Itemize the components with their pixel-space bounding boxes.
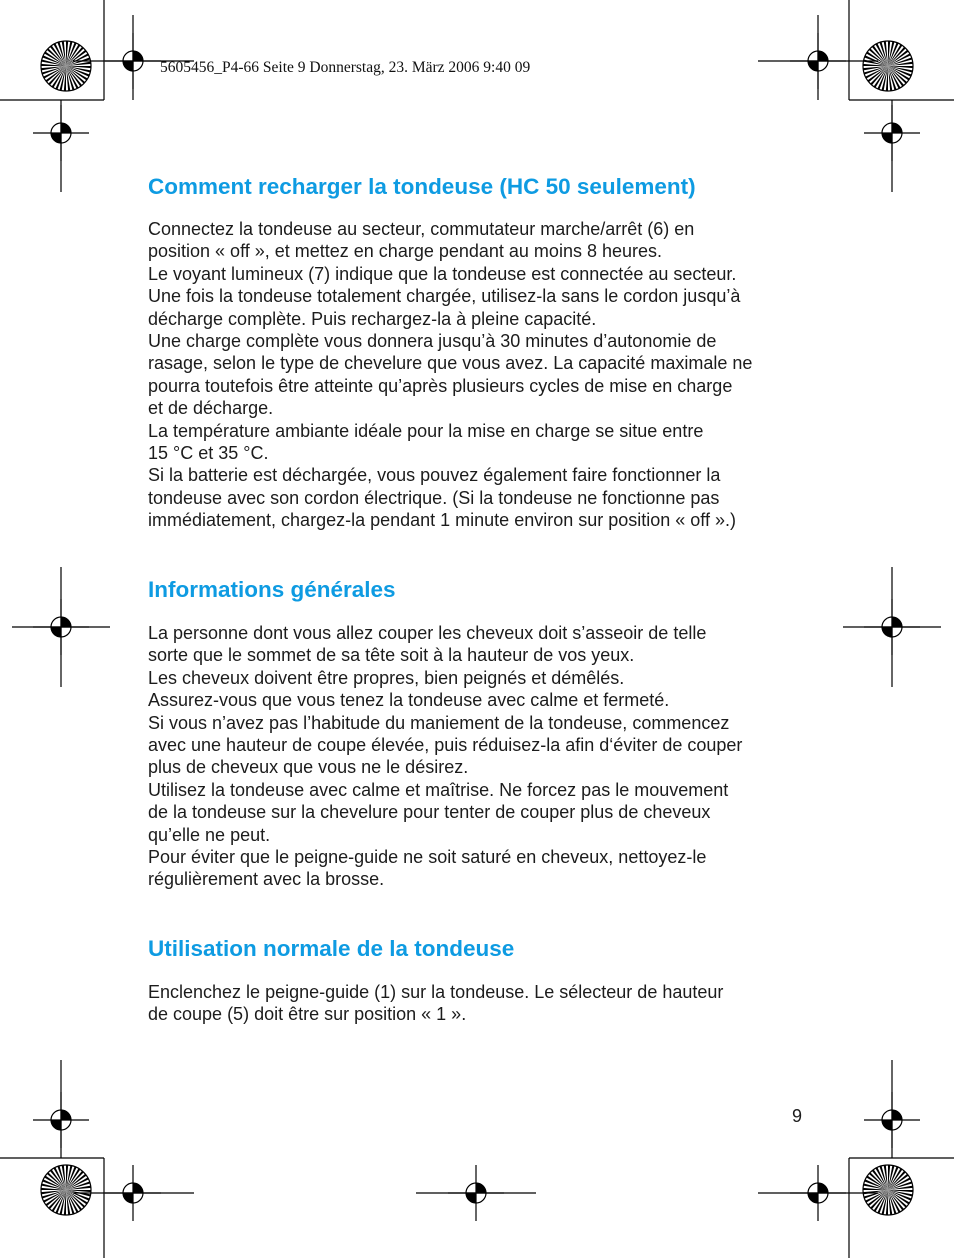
section-heading-normal-use: Utilisation normale de la tondeuse bbox=[148, 936, 515, 961]
text-line: Le voyant lumineux (7) indique que la tondeuse est connectée au secteur. bbox=[148, 263, 737, 284]
section-heading-charging: Comment recharger la tondeuse (HC 50 seulement) bbox=[148, 174, 696, 199]
text-line: Les cheveux doivent être propres, bien peignés et démêlés. bbox=[148, 667, 625, 688]
text-line: sorte que le sommet de sa tête soit à la hauteur de vos yeux. bbox=[148, 645, 635, 666]
section-text-normal-use bbox=[148, 981, 828, 1026]
starburst-target-icon bbox=[863, 41, 913, 91]
text-line: de la tondeuse sur la chevelure pour tenter de couper plus de cheveux bbox=[148, 802, 711, 823]
print-slug: 5605456_P4-66 Seite 9 Donnerstag, 23. März 2006 9:40 09 bbox=[160, 59, 531, 76]
text-line: qu’elle ne peut. bbox=[148, 824, 271, 845]
text-line: immédiatement, chargez-la pendant 1 minute environ sur position « off ».) bbox=[148, 510, 736, 531]
section-heading-general-info: Informations générales bbox=[148, 577, 396, 602]
text-line: rasage, selon le type de chevelure que vous avez. La capacité maximale ne bbox=[148, 353, 753, 374]
text-line: décharge complète. Puis rechargez-la à pleine capacité. bbox=[148, 308, 597, 329]
text-line: régulièrement avec la brosse. bbox=[148, 869, 385, 890]
text-line: Utilisez la tondeuse avec calme et maîtrise. Ne forcez pas le mouvement bbox=[148, 779, 729, 800]
text-line: Une fois la tondeuse totalement chargée, utilisez-la sans le cordon jusqu’à bbox=[148, 286, 741, 307]
text-line: Assurez-vous que vous tenez la tondeuse avec calme et fermeté. bbox=[148, 690, 670, 711]
text-line: et de décharge. bbox=[148, 398, 274, 419]
text-line: Une charge complète vous donnera jusqu’à 30 minutes d’autonomie de bbox=[148, 331, 717, 352]
starburst-target-icon bbox=[863, 1165, 913, 1215]
text-line: pourra toutefois être atteinte qu’après plusieurs cycles de mise en charge bbox=[148, 375, 733, 396]
text-line: tondeuse avec son cordon électrique. (Si la tondeuse ne fonctionne pas bbox=[148, 487, 720, 508]
starburst-target-icon bbox=[41, 41, 91, 91]
text-line: Si vous n’avez pas l’habitude du maniement de la tondeuse, commencez bbox=[148, 712, 730, 733]
text-line: La température ambiante idéale pour la mise en charge se situe entre bbox=[148, 420, 704, 441]
text-line: Si la batterie est déchargée, vous pouvez également faire fonctionner la bbox=[148, 465, 721, 486]
page-number: 9 bbox=[792, 1106, 803, 1126]
text-line: de coupe (5) doit être sur position « 1 ». bbox=[148, 1004, 467, 1025]
section-text-general-info bbox=[148, 622, 828, 891]
text-line: 15 °C et 35 °C. bbox=[148, 443, 269, 464]
text-line: Pour éviter que le peigne-guide ne soit saturé en cheveux, nettoyez-le bbox=[148, 847, 707, 868]
text-line: Connectez la tondeuse au secteur, commutateur marche/arrêt (6) en bbox=[148, 219, 695, 239]
starburst-target-icon bbox=[41, 1165, 91, 1215]
text-line: plus de cheveux que vous ne le désirez. bbox=[148, 757, 469, 778]
text-line: La personne dont vous allez couper les cheveux doit s’asseoir de telle bbox=[148, 623, 707, 643]
text-line: avec une hauteur de coupe élevée, puis réduisez-la afin d‘éviter de couper bbox=[148, 735, 743, 756]
text-line: Enclenchez le peigne-guide (1) sur la tondeuse. Le sélecteur de hauteur bbox=[148, 982, 724, 1002]
text-line: position « off », et mettez en charge pendant au moins 8 heures. bbox=[148, 241, 663, 262]
section-text-charging bbox=[148, 218, 828, 532]
